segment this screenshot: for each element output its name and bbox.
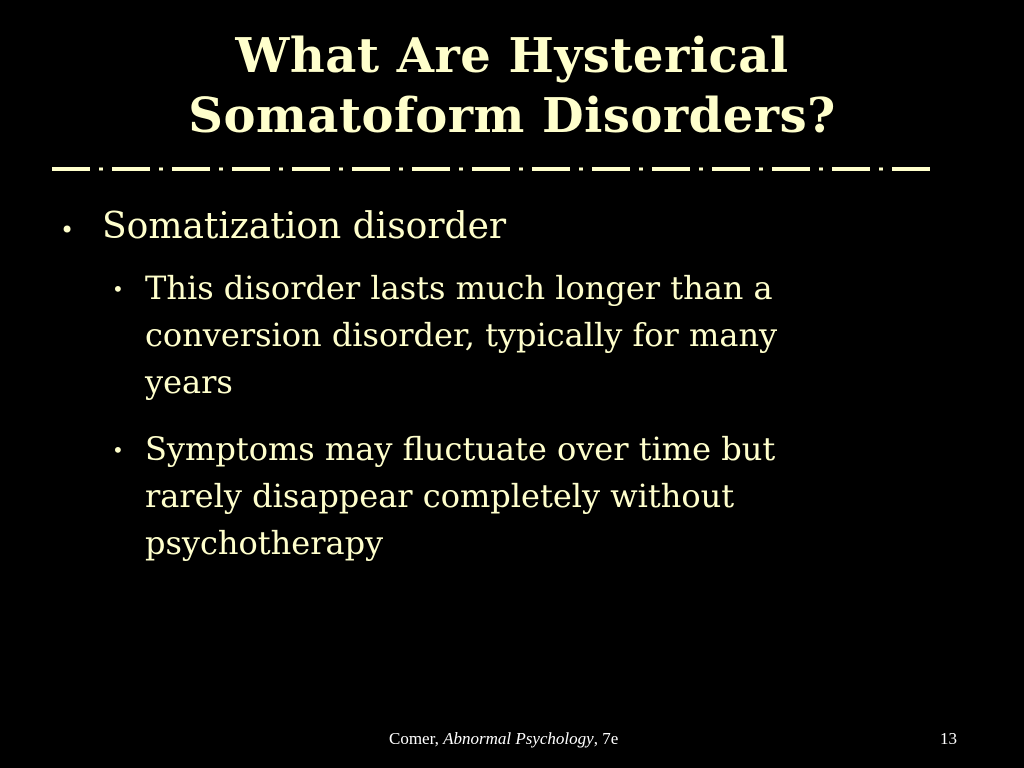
divider-dot xyxy=(279,168,283,171)
divider-dash xyxy=(532,167,570,171)
bullet-level1-text: Somatization disorder xyxy=(102,206,507,247)
divider-dot xyxy=(459,168,463,171)
footer-book-title: Abnormal Psychology xyxy=(443,729,594,748)
sub-bullet-1 xyxy=(60,265,960,406)
dash-dot-divider-line xyxy=(52,166,972,174)
divider-dash xyxy=(52,167,90,171)
divider-dash xyxy=(292,167,330,171)
footer-edition: , 7e xyxy=(593,729,619,748)
divider-dot xyxy=(819,168,823,171)
divider-dash xyxy=(172,167,210,171)
bullet-dot-icon: • xyxy=(112,438,124,462)
divider-dash xyxy=(772,167,810,171)
divider-dash xyxy=(412,167,450,171)
title-line-2: Somatoform Disorders? xyxy=(188,88,836,144)
divider-dot xyxy=(399,168,403,171)
divider-dash xyxy=(652,167,690,171)
footer-author: Comer, xyxy=(389,729,444,748)
divider-dash xyxy=(232,167,270,171)
sub-bullet-1-line-1: This disorder lasts much longer than a xyxy=(145,269,773,307)
divider-dash xyxy=(592,167,630,171)
sub-bullet-2 xyxy=(60,426,960,567)
divider-dot xyxy=(879,168,883,171)
bullet-dot-icon: • xyxy=(60,216,75,244)
title-line-1: What Are Hysterical xyxy=(235,28,789,84)
divider-dot xyxy=(99,168,103,171)
sub-bullet-2-line-3: psychotherapy xyxy=(145,524,384,562)
divider-dot xyxy=(699,168,703,171)
slide-body xyxy=(60,203,960,587)
sub-bullet-1-line-3: years xyxy=(145,363,233,401)
divider-dash xyxy=(712,167,750,171)
divider-dash xyxy=(832,167,870,171)
footer-source xyxy=(389,728,618,750)
divider-dot xyxy=(759,168,763,171)
title-divider xyxy=(52,166,972,174)
sub-bullet-2-line-2: rarely disappear completely without xyxy=(145,477,735,515)
divider-dot xyxy=(519,168,523,171)
divider-dash xyxy=(892,167,930,171)
divider-dot xyxy=(579,168,583,171)
divider-dot xyxy=(219,168,223,171)
sub-bullet-1-line-2: conversion disorder, typically for many xyxy=(145,316,778,354)
divider-dash xyxy=(352,167,390,171)
divider-dash xyxy=(112,167,150,171)
bullet-dot-icon: • xyxy=(112,277,124,301)
sub-bullet-2-line-1: Symptoms may fluctuate over time but xyxy=(145,430,776,468)
divider-dot xyxy=(339,168,343,171)
sub-bullet-list xyxy=(60,265,960,567)
divider-dot xyxy=(159,168,163,171)
slide-title xyxy=(0,26,1024,146)
page-number: 13 xyxy=(940,729,957,748)
bullet-level1 xyxy=(60,203,960,251)
divider-dot xyxy=(639,168,643,171)
divider-dash xyxy=(472,167,510,171)
